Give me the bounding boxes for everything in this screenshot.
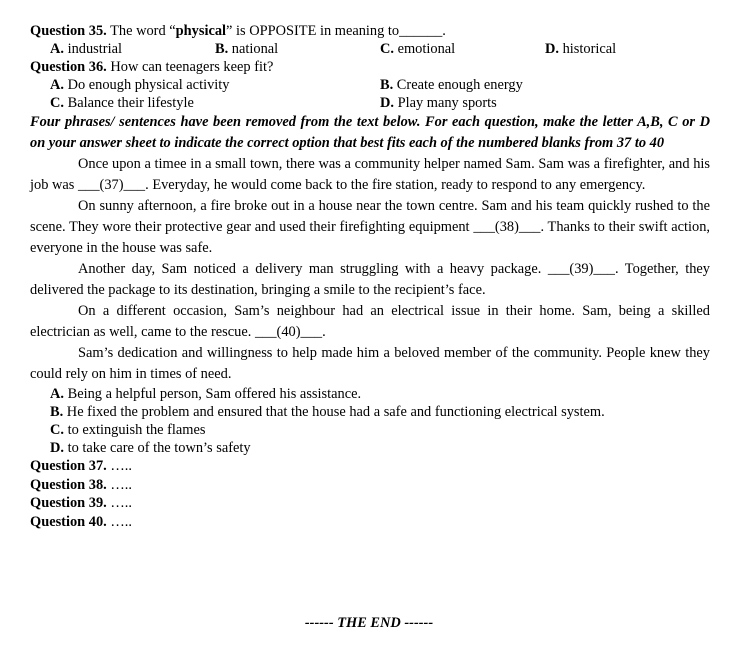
option-letter: D. — [545, 41, 559, 57]
question-35-options — [30, 40, 710, 58]
option-text: to extinguish the flames — [64, 422, 206, 438]
question-label: Question 39. — [30, 495, 107, 511]
option-text: Being a helpful person, Sam offered his assistance. — [64, 386, 362, 402]
passage-paragraph-2 — [30, 196, 710, 259]
answer-options — [30, 385, 710, 457]
question-39-answer[interactable] — [30, 494, 710, 513]
passage-text: Once upon a timee in a small town, there was a community helper named Sam. Sam was a firefighter, and his job was — [30, 156, 710, 193]
blank-39: ___(39)___ — [547, 261, 615, 277]
question-35-label: Question 35. — [30, 23, 107, 39]
passage-text: . Thanks to their swift action, everyone in the house was safe. — [30, 219, 711, 256]
question-38-answer[interactable] — [30, 476, 710, 495]
answer-option-d[interactable] — [30, 439, 710, 457]
option-letter: A. — [50, 41, 64, 57]
option-text: Play many sports — [394, 95, 497, 111]
passage-paragraph-1 — [30, 154, 710, 196]
q36-option-c[interactable] — [50, 94, 380, 112]
option-text: Balance their lifestyle — [64, 95, 194, 111]
answer-option-a[interactable] — [30, 385, 710, 403]
passage-text: On a different occasion, Sam’s neighbour had an electrical issue in their home. Sam, being a skilled electrician as well, came to the rescue. — [30, 303, 710, 340]
q36-option-a[interactable] — [50, 76, 380, 94]
answer-dots: ….. — [106, 495, 132, 511]
option-text: Do enough physical activity — [64, 77, 230, 93]
q36-option-b[interactable] — [380, 76, 710, 94]
option-text: historical — [559, 41, 617, 57]
question-label: Question 37. — [30, 458, 107, 474]
question-answer-list — [30, 457, 710, 531]
question-35-text-end: ” is OPPOSITE in meaning to______. — [226, 23, 446, 39]
q36-option-d[interactable] — [380, 94, 710, 112]
question-35-keyword: physical — [175, 23, 227, 39]
blank-38: ___(38)___ — [473, 219, 541, 235]
option-text: He fixed the problem and ensured that the house had a safe and functioning electrical system. — [63, 404, 605, 420]
blank-37: ___(37)___ — [77, 177, 146, 193]
question-35-text: The word “ — [106, 23, 176, 39]
the-end-footer: ------ THE END ------ — [304, 615, 434, 631]
option-letter: C. — [50, 422, 64, 438]
q35-option-d[interactable] — [545, 40, 710, 58]
question-40-answer[interactable] — [30, 513, 710, 532]
option-letter: C. — [380, 41, 394, 57]
passage-text: Another day, Sam noticed a delivery man struggling with a heavy package. — [78, 261, 548, 277]
answer-dots: ….. — [106, 513, 132, 530]
question-36-text: How can teenagers keep fit? — [106, 59, 274, 75]
option-letter: B. — [215, 41, 229, 57]
passage-text: . — [322, 324, 326, 340]
question-label: Question 40. — [30, 513, 107, 530]
passage-text: . Everyday, he would come back to the fire station, ready to respond to any emergency. — [145, 177, 646, 193]
passage-text: On sunny afternoon, a fire broke out in a house near the town centre. Sam and his team quickly rushed to the scene. They wore their protective gear and used their firefighting equipment — [30, 198, 710, 235]
option-letter: D. — [50, 440, 64, 456]
passage-paragraph-3 — [30, 259, 710, 301]
worksheet-page — [30, 22, 710, 531]
answer-dots: ….. — [106, 458, 132, 474]
question-36 — [30, 58, 710, 76]
blank-40: ___(40)___ — [254, 324, 323, 340]
q35-option-a[interactable] — [50, 40, 215, 58]
passage-paragraph-4 — [30, 301, 710, 343]
question-36-options-row-1 — [30, 76, 710, 94]
option-letter: B. — [50, 404, 64, 420]
option-letter: A. — [50, 77, 64, 93]
passage-text: Sam’s dedication and willingness to help made him a beloved member of the community. People knew they could rely on him in times of need. — [30, 345, 710, 382]
q35-option-b[interactable] — [215, 40, 380, 58]
question-label: Question 38. — [30, 476, 107, 493]
question-36-options-row-2 — [30, 94, 710, 112]
option-text: national — [228, 41, 279, 57]
option-letter: D. — [380, 95, 394, 111]
question-37-answer[interactable] — [30, 457, 710, 476]
passage-text: . Together, they delivered the package to its destination, bringing a smile to the recipient’s face. — [30, 261, 710, 298]
option-text: industrial — [64, 41, 122, 57]
option-text: emotional — [394, 41, 456, 57]
question-35 — [30, 22, 710, 40]
option-letter: A. — [50, 386, 64, 402]
answer-option-c[interactable] — [30, 421, 710, 439]
answer-option-b[interactable] — [30, 403, 710, 421]
option-text: to take care of the town’s safety — [64, 440, 251, 456]
option-letter: B. — [380, 77, 394, 93]
answer-dots: ….. — [106, 476, 132, 493]
question-36-label: Question 36. — [30, 59, 107, 75]
option-text: Create enough energy — [393, 77, 523, 93]
option-letter: C. — [50, 95, 64, 111]
passage-paragraph-5 — [30, 343, 710, 385]
q35-option-c[interactable] — [380, 40, 545, 58]
section-instruction: Four phrases/ sentences have been removed from the text below. For each question, make the letter A,B, C or D on your answer sheet to indicate the correct option that best fits each of the numbered blanks from 37 to 40 — [30, 114, 710, 151]
